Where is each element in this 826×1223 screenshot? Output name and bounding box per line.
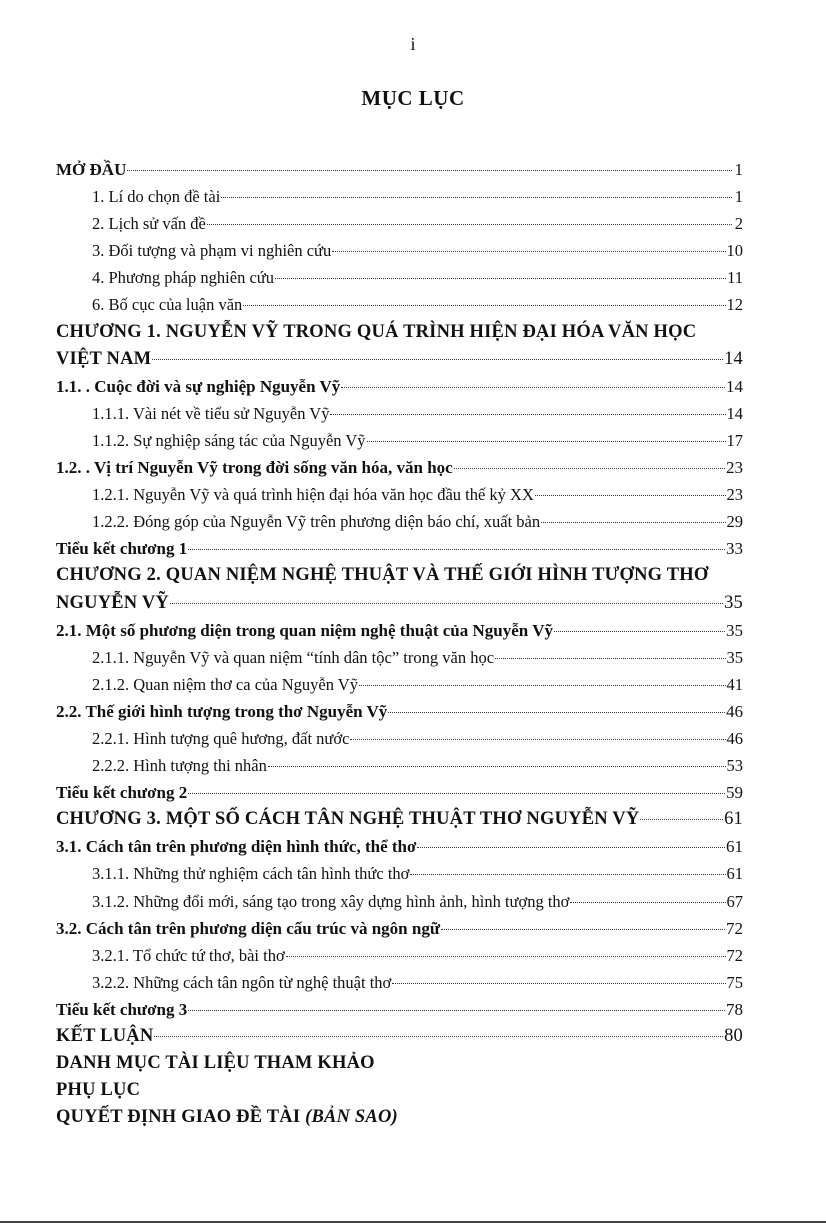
toc-entry-page: 72 <box>726 918 743 938</box>
toc-entry-page: 41 <box>726 674 743 694</box>
toc-leader-dots <box>207 210 732 225</box>
toc-entry-label: MỞ ĐẦU <box>56 160 127 179</box>
toc-leader-dots <box>535 481 726 496</box>
toc-leader-dots <box>417 833 725 848</box>
toc-entry-label: 2.1. Một số phương diện trong quan niệm nghệ thuật của Nguyễn Vỹ <box>56 620 553 640</box>
toc-entry-label: 2.2.1. Hình tượng quê hương, đất nước <box>92 728 350 748</box>
toc-entry-label: 3.2. Cách tân trên phương diện cấu trúc và ngôn ngữ <box>56 918 441 938</box>
toc-entry-page: 33 <box>726 539 743 559</box>
toc-entry-label: 1.2. . Vị trí Nguyễn Vỹ trong đời sống văn hóa, văn học <box>56 458 453 478</box>
toc-entry-label: 3.1.1. Những thử nghiệm cách tân hình thức thơ <box>92 864 410 884</box>
toc-entry <box>56 1050 743 1077</box>
toc-entry <box>56 833 743 860</box>
toc-entry <box>56 210 743 237</box>
toc-leader-dots <box>170 589 723 604</box>
toc-leader-dots <box>410 860 725 875</box>
toc-entry-page: 14 <box>726 403 743 423</box>
toc-entry-page: 23 <box>726 458 743 478</box>
toc-entry <box>56 644 743 671</box>
toc-entry <box>56 400 743 427</box>
toc-entry-label: 1.2.2. Đóng góp của Nguyễn Vỹ trên phương diện báo chí, xuất bản <box>92 512 541 532</box>
toc-entry-label: DANH MỤC TÀI LIỆU THAM KHẢO <box>56 1053 375 1074</box>
toc-entry-page: 46 <box>726 728 743 748</box>
toc-entry-page: 53 <box>726 756 743 776</box>
toc-entry <box>56 237 743 264</box>
toc-entry <box>56 725 743 752</box>
toc-entry <box>56 590 743 617</box>
toc-entry <box>56 779 743 806</box>
toc-entry <box>56 806 743 833</box>
toc-entry <box>56 1104 743 1131</box>
toc-leader-dots <box>570 888 725 903</box>
toc-entry-label: QUYẾT ĐỊNH GIAO ĐỀ TÀI <box>56 1107 306 1128</box>
toc-entry-label: Tiểu kết chương 2 <box>56 783 188 803</box>
toc-entry-page: 35 <box>724 592 743 613</box>
toc-entry-page: 61 <box>726 837 743 857</box>
toc-entry <box>56 942 743 969</box>
toc-entry <box>56 183 743 210</box>
toc-entry-page: 29 <box>726 512 743 532</box>
toc-entry-page: 61 <box>726 864 743 884</box>
toc-entry <box>56 535 743 562</box>
toc-leader-dots <box>221 183 732 198</box>
toc-leader-dots <box>188 996 725 1011</box>
toc-entry-label: 1.1. . Cuộc đời và sự nghiệp Nguyễn Vỹ <box>56 376 341 396</box>
toc-entry-label: CHƯƠNG 1. NGUYỄN VỸ TRONG QUÁ TRÌNH HIỆN ĐẠI HÓA VĂN HỌC <box>56 321 697 342</box>
toc-leader-dots <box>188 535 725 550</box>
toc-entry <box>56 915 743 942</box>
toc-entry-label: 1.1.1. Vài nét về tiểu sử Nguyễn Vỹ <box>92 403 330 423</box>
toc-leader-dots <box>640 805 723 820</box>
table-of-contents <box>56 156 743 1131</box>
toc-leader-dots <box>188 779 725 794</box>
toc-entry-label: 1.2.1. Nguyễn Vỹ và quá trình hiện đại hóa văn học đầu thế kỷ XX <box>92 485 534 505</box>
toc-entry <box>56 996 743 1023</box>
toc-entry-label: 6. Bố cục của luận văn <box>92 295 243 315</box>
toc-entry-label: 3.1.2. Những đổi mới, sáng tạo trong xây dựng hình ảnh, hình tượng thơ <box>92 891 570 911</box>
toc-entry <box>56 291 743 318</box>
toc-entry-page: 17 <box>726 430 743 450</box>
toc-entry-page: 75 <box>726 972 743 992</box>
toc-leader-dots <box>367 427 726 442</box>
toc-entry-label: CHƯƠNG 3. MỘT SỐ CÁCH TÂN NGHỆ THUẬT THƠ NGUYỄN VỸ <box>56 809 640 830</box>
toc-entry-label: 3.2.2. Những cách tân ngôn từ nghệ thuật thơ <box>92 972 392 992</box>
toc-entry <box>56 1023 743 1050</box>
toc-entry <box>56 1077 743 1104</box>
toc-entry-label: 3.1. Cách tân trên phương diện hình thức, thể thơ <box>56 837 417 857</box>
toc-entry-label: 2. Lịch sử vấn đề <box>92 214 206 234</box>
toc-entry-page: 78 <box>726 999 743 1019</box>
toc-entry-page: 10 <box>726 241 743 261</box>
toc-leader-dots <box>127 156 732 171</box>
toc-entry-page: 1 <box>734 160 743 179</box>
toc-entry-page: 61 <box>724 809 743 830</box>
toc-entry-label: NGUYỄN VỸ <box>56 592 169 613</box>
toc-entry-page: 46 <box>726 701 743 721</box>
toc-leader-dots <box>286 942 726 957</box>
toc-entry <box>56 969 743 996</box>
toc-entry-label: 3. Đối tượng và phạm vi nghiên cứu <box>92 241 332 261</box>
toc-entry <box>56 481 743 508</box>
toc-entry <box>56 156 743 183</box>
page-title: MỤC LỤC <box>361 86 465 110</box>
toc-leader-dots <box>341 373 725 388</box>
toc-entry <box>56 860 743 887</box>
toc-entry-label: 2.1.2. Quan niệm thơ ca của Nguyễn Vỹ <box>92 674 358 694</box>
toc-entry-label: 2.2. Thế giới hình tượng trong thơ Nguyễn Vỹ <box>56 701 388 721</box>
toc-leader-dots <box>554 617 725 632</box>
toc-entry-label: CHƯƠNG 2. QUAN NIỆM NGHỆ THUẬT VÀ THẾ GIỚI HÌNH TƯỢNG THƠ <box>56 565 709 586</box>
toc-entry-label: PHỤ LỤC <box>56 1080 141 1101</box>
toc-entry <box>56 454 743 481</box>
toc-entry-page: 12 <box>726 295 743 315</box>
toc-entry <box>56 562 743 589</box>
toc-entry-label: 1. Lí do chọn đề tài <box>92 187 221 207</box>
toc-entry-page: 1 <box>734 187 743 207</box>
toc-entry-page: 59 <box>726 783 743 803</box>
toc-entry-label-italic: (BẢN SAO) <box>305 1107 398 1128</box>
toc-leader-dots <box>359 671 726 686</box>
toc-entry-label: 2.1.1. Nguyễn Vỹ và quan niệm “tính dân tộc” trong văn học <box>92 647 495 667</box>
toc-entry <box>56 617 743 644</box>
toc-entry <box>56 319 743 346</box>
toc-leader-dots <box>154 1022 723 1037</box>
toc-entry-page: 14 <box>724 348 743 369</box>
toc-entry-label: Tiểu kết chương 1 <box>56 539 188 559</box>
toc-entry-label: 4. Phương pháp nghiên cứu <box>92 268 274 288</box>
toc-leader-dots <box>332 237 725 252</box>
toc-leader-dots <box>275 264 726 279</box>
toc-leader-dots <box>243 291 725 306</box>
toc-entry-label: Tiểu kết chương 3 <box>56 999 188 1019</box>
toc-leader-dots <box>330 400 725 415</box>
toc-leader-dots <box>441 915 725 930</box>
toc-entry-page: 11 <box>727 268 743 288</box>
toc-entry <box>56 264 743 291</box>
toc-entry <box>56 346 743 373</box>
toc-entry-label: 2.2.2. Hình tượng thi nhân <box>92 756 267 776</box>
toc-entry <box>56 752 743 779</box>
toc-entry <box>56 698 743 725</box>
toc-entry-label: 1.1.2. Sự nghiệp sáng tác của Nguyễn Vỹ <box>92 430 366 450</box>
toc-entry-label: KẾT LUẬN <box>56 1026 154 1046</box>
toc-leader-dots <box>268 752 726 767</box>
toc-entry <box>56 671 743 698</box>
toc-entry-page: 35 <box>726 647 743 667</box>
toc-leader-dots <box>541 508 725 523</box>
toc-entry-page: 67 <box>726 891 743 911</box>
toc-leader-dots <box>392 969 725 984</box>
toc-leader-dots <box>350 725 725 740</box>
toc-entry <box>56 373 743 400</box>
toc-leader-dots <box>152 345 723 360</box>
toc-entry-page: 72 <box>726 945 743 965</box>
toc-entry-label: 3.2.1. Tổ chức tứ thơ, bài thơ <box>92 945 285 965</box>
toc-entry-page: 35 <box>726 620 743 640</box>
page-number: i <box>410 34 416 54</box>
toc-entry-page: 2 <box>734 214 743 234</box>
toc-entry-page: 80 <box>724 1026 743 1046</box>
toc-entry-page: 14 <box>726 376 743 396</box>
toc-leader-dots <box>388 698 725 713</box>
toc-entry <box>56 888 743 915</box>
toc-entry <box>56 427 743 454</box>
toc-leader-dots <box>495 644 725 659</box>
toc-entry-page: 23 <box>726 485 743 505</box>
toc-entry <box>56 508 743 535</box>
toc-entry-label: VIỆT NAM <box>56 348 152 369</box>
toc-leader-dots <box>454 454 725 469</box>
